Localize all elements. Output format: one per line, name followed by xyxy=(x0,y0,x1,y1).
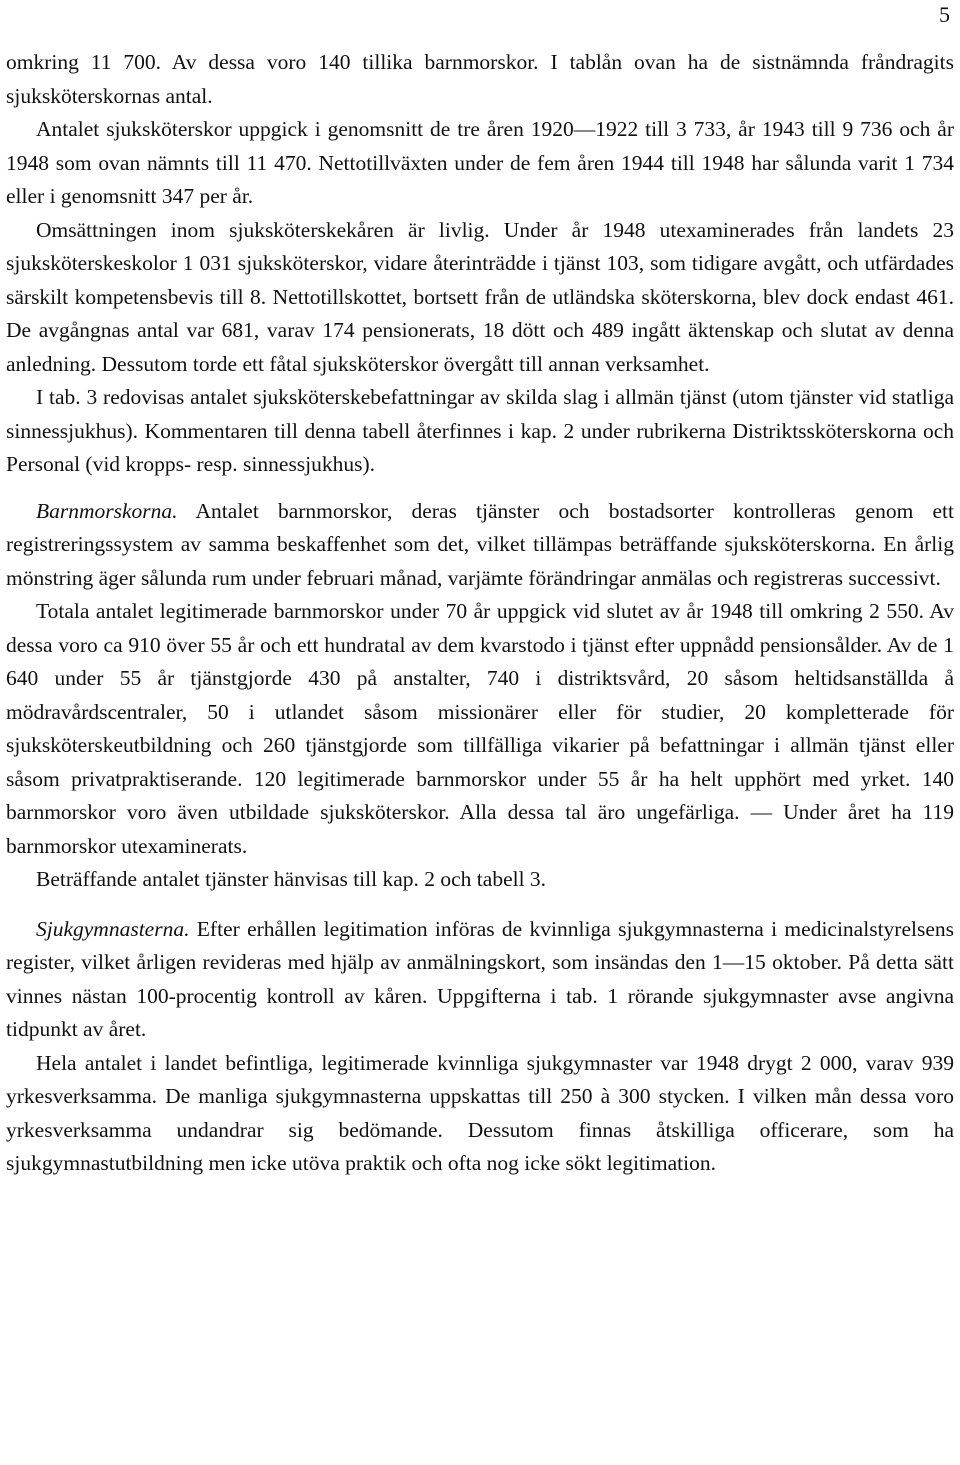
paragraph: Hela antalet i landet befintliga, legitimerade kvinnliga sjukgymnaster var 1948 drygt 2 000, varav 939 yrkesverksamma. De manliga sjukgymnasterna uppskattas till 250 à 300 stycken. I vilken mån dessa voro yrkesverksamma undandrar sig bedömande. Dessutom finnas åtskilliga officerare, som ha sjukgymnastutbildning men icke utöva praktik och ofta nog icke sökt legitimation. xyxy=(6,1050,954,1175)
page-number: 5 xyxy=(939,2,950,27)
paragraph: Omsättningen inom sjuksköterskekåren är livlig. Under år 1948 utexaminerades från landets 23 sjuksköterskeskolor 1 031 sjuksköterskor, vidare återinträdde i tjänst 103, som tidigare avgått, och utfärdades särskilt kompetensbevis till 8. Nettotillskottet, bortsett från de utländska sköterskorna, blev dock endast 461. De avgångnas antal var 681, varav 174 pensionerats, 18 dött och 489 ingått äktenskap och slutat av denna anledning. Dessutom torde ett fåtal sjuksköterskor övergått till annan verksamhet. xyxy=(6,217,954,376)
paragraph-text: Efter erhållen legitimation införas de kvinnliga sjukgymnasterna i medicinalstyrelsens register, vilket årligen revideras med hjälp av anmälningskort, som insändas den 1—15 oktober. På detta sätt vinnes nästan 100-procentig kontroll av kåren. Uppgifterna i tab. 1 rörande sjukgymnaster avse angivna tidpunkt av året. xyxy=(6,916,954,1041)
paragraph: Totala antalet legitimerade barnmorskor under 70 år uppgick vid slutet av år 1948 till omkring 2 550. Av dessa voro ca 910 över 55 år och ett hundratal av dem kvarstodo i tjänst efter uppnådd pensionsålder. Av de 1 640 under 55 år tjänstgjorde 430 på anstalter, 740 i distriktsvård, 20 såsom heltidsanställda å mödravårdscentraler, 50 i utlandet såsom missionärer eller för studier, 20 kompletterade för sjuksköterskeutbildning och 260 tjänstgjorde som tillfälliga vikarier på befattningar i allmän tjänst eller såsom privatpraktiserande. 120 legitimerade barnmorskor under 55 år ha helt upphört med yrket. 140 barnmorskor voro även utbildade sjuksköterskor. Alla dessa tal äro ungefärliga. — Under året ha 119 barnmorskor utexaminerats. xyxy=(6,599,954,858)
paragraph: Beträffande antalet tjänster hänvisas till kap. 2 och tabell 3. xyxy=(36,867,547,891)
paragraph: Antalet sjuksköterskor uppgick i genomsnitt de tre åren 1920—1922 till 3 733, år 1943 till 9 736 och år 1948 som ovan nämnts till 11 470. Nettotillväxten under de fem åren 1944 till 1948 har sålunda varit 1 734 eller i genomsnitt 347 per år. xyxy=(6,117,954,208)
paragraph: omkring 11 700. Av dessa voro 140 tillika barnmorskor. I tablån ovan ha de sistnämnda fråndragits sjuksköterskornas antal. xyxy=(6,50,954,108)
section-heading: Barnmorskorna. xyxy=(36,498,178,523)
paragraph-text: Antalet barnmorskor, deras tjänster och bostadsorter kontrolleras genom ett registreringssystem av samma beskaffenhet som det, vilket tillämpas beträffande sjuksköterskorna. En årlig mönstring äger sålunda rum under februari månad, varjämte förändringar anmälas och registreras successivt. xyxy=(6,498,954,590)
section-heading: Sjukgymnasterna. xyxy=(36,916,190,941)
section-paragraph-sjukgymnasterna xyxy=(6,913,954,1047)
paragraph: I tab. 3 redovisas antalet sjuksköterskebefattningar av skilda slag i allmän tjänst (utom tjänster vid statliga sinnessjukhus). Kommentaren till denna tabell återfinnes i kap. 2 under rubrikerna Distriktssköterskorna och Personal (vid kropps- resp. sinnessjukhus). xyxy=(6,385,954,476)
section-paragraph-barnmorskorna xyxy=(6,495,954,596)
body-text xyxy=(6,46,954,1181)
document-page xyxy=(6,0,954,1465)
